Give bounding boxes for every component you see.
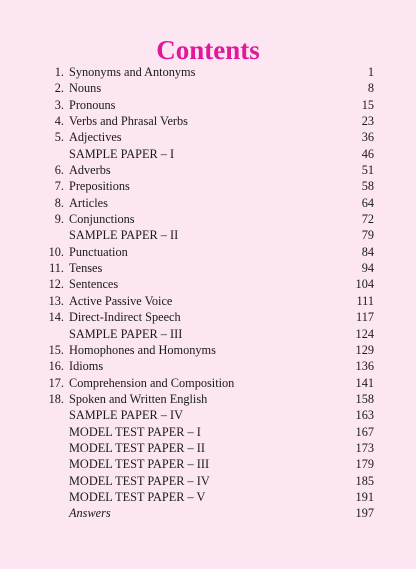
toc-entry-number: 4. xyxy=(54,114,64,129)
page-title: Contents xyxy=(156,35,260,65)
toc-entry-number: 16. xyxy=(48,359,64,374)
toc-entry-page-number: 72 xyxy=(361,212,374,227)
toc-entry xyxy=(0,113,416,129)
toc-entry-page-number: 64 xyxy=(361,195,374,210)
toc-entry-label: Adverbs xyxy=(69,163,111,178)
toc-entry-label: MODEL TEST PAPER – IV xyxy=(69,473,210,488)
toc-entry xyxy=(0,473,416,489)
toc-entry-number: 2. xyxy=(54,81,64,96)
toc-entry-page-number: 94 xyxy=(361,261,374,276)
toc-entry-label: SAMPLE PAPER – II xyxy=(69,228,179,243)
toc-entry xyxy=(0,440,416,456)
toc-entry-page-number: 36 xyxy=(361,130,374,145)
toc-entry xyxy=(0,456,416,472)
toc-entry-label: Adjectives xyxy=(69,130,122,145)
toc-entry xyxy=(0,97,416,113)
toc-entry-page-number: 79 xyxy=(361,228,374,243)
toc-entry-page-number: 185 xyxy=(355,473,374,488)
toc-entry-number: 9. xyxy=(54,212,64,227)
toc-entry xyxy=(0,129,416,145)
toc-entry-number: 5. xyxy=(54,130,64,145)
toc-entry xyxy=(0,505,416,521)
toc-entry-label: Idioms xyxy=(69,359,104,374)
toc-entry-page-number: 8 xyxy=(367,81,374,96)
toc-entry-page-number: 46 xyxy=(361,146,374,161)
toc-entry-number: 8. xyxy=(54,195,64,210)
toc-entry-label: SAMPLE PAPER – III xyxy=(69,326,183,341)
toc-entry-number: 3. xyxy=(54,97,64,112)
toc-entry xyxy=(0,489,416,505)
toc-entry-number: 11. xyxy=(49,261,64,276)
toc-entry xyxy=(0,424,416,440)
toc-entry-label: Homophones and Homonyms xyxy=(69,342,216,357)
toc-entry-label: Pronouns xyxy=(69,97,116,112)
toc-entry-page-number: 15 xyxy=(361,97,374,112)
toc-entry xyxy=(0,178,416,194)
toc-entry-label: Spoken and Written English xyxy=(69,391,208,406)
toc-entry-page-number: 173 xyxy=(355,440,374,455)
toc-entry-page-number: 158 xyxy=(355,391,374,406)
toc-entry xyxy=(0,227,416,243)
toc-entry-number: 15. xyxy=(48,342,64,357)
toc-entry xyxy=(0,64,416,80)
toc-entry xyxy=(0,276,416,292)
toc-entry-page-number: 163 xyxy=(355,408,374,423)
toc-entry-label: MODEL TEST PAPER – I xyxy=(69,424,201,439)
toc-entry-number: 6. xyxy=(54,163,64,178)
toc-entry-page-number: 117 xyxy=(356,310,374,325)
toc-entry xyxy=(0,195,416,211)
toc-entry-page-number: 1 xyxy=(367,65,374,79)
toc-entry-page-number: 129 xyxy=(355,342,374,357)
toc-entry xyxy=(0,80,416,96)
toc-entry xyxy=(0,260,416,276)
toc-entry xyxy=(0,293,416,309)
toc-entry xyxy=(0,146,416,162)
toc-entry-page-number: 51 xyxy=(361,163,374,178)
toc-entry-number: 14. xyxy=(48,310,64,325)
toc-entry-page-number: 124 xyxy=(355,326,374,341)
toc-entry-label: Active Passive Voice xyxy=(69,293,173,308)
toc-entry-page-number: 84 xyxy=(361,244,374,259)
toc-entry xyxy=(0,309,416,325)
toc-entry-number: 12. xyxy=(48,277,64,292)
toc-entry-page-number: 179 xyxy=(355,457,374,472)
toc-entry-label: Punctuation xyxy=(69,244,128,259)
toc-entry-page-number: 191 xyxy=(355,489,374,504)
toc-entry-page-number: 104 xyxy=(355,277,374,292)
toc-entry xyxy=(0,391,416,407)
toc-entry-number: 7. xyxy=(54,179,64,194)
toc-entry xyxy=(0,342,416,358)
toc-entry xyxy=(0,407,416,423)
toc-entry xyxy=(0,358,416,374)
toc-entry-page-number: 167 xyxy=(355,424,374,439)
toc-entry-label: Articles xyxy=(69,195,108,210)
toc-entry-label: MODEL TEST PAPER – V xyxy=(69,489,206,504)
toc-entry-page-number: 141 xyxy=(355,375,374,390)
toc-entry-label: SAMPLE PAPER – IV xyxy=(69,408,184,423)
table-of-contents xyxy=(0,64,416,522)
toc-entry xyxy=(0,211,416,227)
toc-entry-number: 10. xyxy=(48,244,64,259)
toc-entry-page-number: 197 xyxy=(355,506,374,521)
toc-entry-label: Direct-Indirect Speech xyxy=(69,310,181,325)
toc-entry-label: Nouns xyxy=(69,81,102,96)
toc-entry-number: 13. xyxy=(48,293,64,308)
toc-entry-label: MODEL TEST PAPER – III xyxy=(69,457,210,472)
toc-entry-label: Synonyms and Antonyms xyxy=(69,65,196,79)
toc-entry-label: Conjunctions xyxy=(69,212,135,227)
toc-entry-label: SAMPLE PAPER – I xyxy=(69,146,175,161)
toc-entry-label: MODEL TEST PAPER – II xyxy=(69,440,205,455)
toc-entry-page-number: 136 xyxy=(355,359,374,374)
toc-entry-label: Sentences xyxy=(69,277,119,292)
toc-entry xyxy=(0,162,416,178)
toc-entry xyxy=(0,326,416,342)
toc-entry-label: Comprehension and Composition xyxy=(69,375,235,390)
toc-entry-page-number: 23 xyxy=(361,114,374,129)
toc-entry xyxy=(0,244,416,260)
toc-entry-label: Answers xyxy=(69,506,111,521)
toc-entry-page-number: 111 xyxy=(356,293,374,308)
toc-entry-number: 18. xyxy=(48,391,64,406)
toc-entry-number: 17. xyxy=(48,375,64,390)
toc-entry-number: 1. xyxy=(54,65,64,79)
toc-entry xyxy=(0,375,416,391)
toc-entry-label: Prepositions xyxy=(69,179,130,194)
toc-entry-page-number: 58 xyxy=(361,179,374,194)
toc-entry-label: Tenses xyxy=(69,261,103,276)
toc-entry-label: Verbs and Phrasal Verbs xyxy=(69,114,188,129)
